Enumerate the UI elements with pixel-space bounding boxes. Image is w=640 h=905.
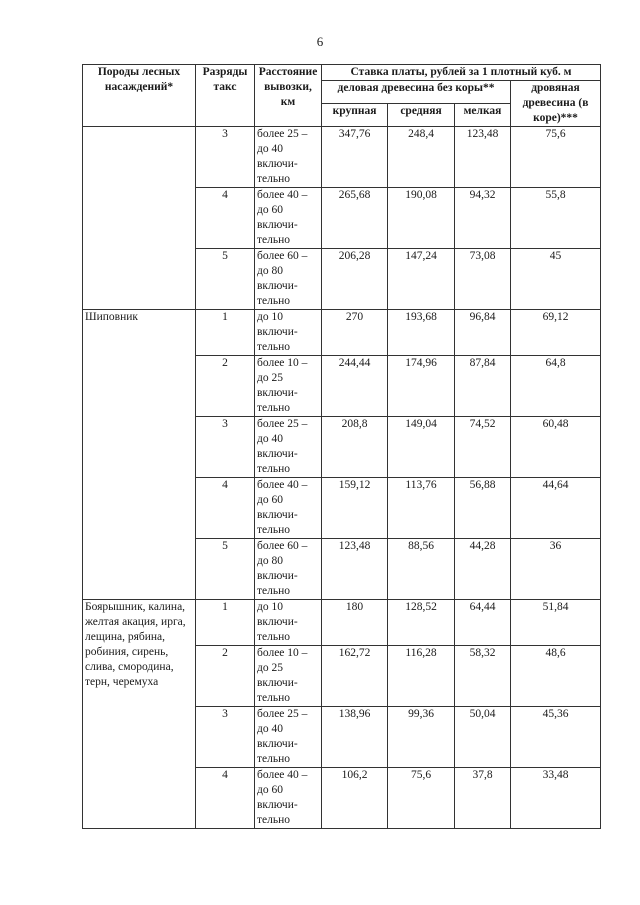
class-cell: 3 bbox=[196, 707, 255, 768]
class-cell: 5 bbox=[196, 249, 255, 310]
class-cell: 4 bbox=[196, 478, 255, 539]
fuel-cell: 55,8 bbox=[511, 188, 601, 249]
distance-cell: более 25 – до 40 включи- тельно bbox=[255, 707, 322, 768]
medium-cell: 88,56 bbox=[388, 539, 455, 600]
fuel-cell: 33,48 bbox=[511, 768, 601, 829]
fuel-cell: 51,84 bbox=[511, 600, 601, 646]
fuel-cell: 75,6 bbox=[511, 127, 601, 188]
medium-cell: 174,96 bbox=[388, 356, 455, 417]
header-species: Породы лесных насаждений* bbox=[83, 65, 196, 127]
table-row bbox=[83, 127, 601, 188]
distance-cell: более 40 – до 60 включи- тельно bbox=[255, 768, 322, 829]
distance-cell: более 25 – до 40 включи- тельно bbox=[255, 417, 322, 478]
distance-cell: до 10 включи- тельно bbox=[255, 600, 322, 646]
fuel-cell: 48,6 bbox=[511, 646, 601, 707]
medium-cell: 113,76 bbox=[388, 478, 455, 539]
large-cell: 162,72 bbox=[322, 646, 388, 707]
small-cell: 44,28 bbox=[455, 539, 511, 600]
class-cell: 2 bbox=[196, 356, 255, 417]
distance-cell: более 10 – до 25 включи- тельно bbox=[255, 646, 322, 707]
distance-cell: более 60 – до 80 включи- тельно bbox=[255, 249, 322, 310]
header-class: Разряды такс bbox=[196, 65, 255, 127]
large-cell: 208,8 bbox=[322, 417, 388, 478]
large-cell: 106,2 bbox=[322, 768, 388, 829]
small-cell: 73,08 bbox=[455, 249, 511, 310]
distance-cell: более 10 – до 25 включи- тельно bbox=[255, 356, 322, 417]
large-cell: 180 bbox=[322, 600, 388, 646]
small-cell: 94,32 bbox=[455, 188, 511, 249]
large-cell: 347,76 bbox=[322, 127, 388, 188]
small-cell: 56,88 bbox=[455, 478, 511, 539]
species-cell bbox=[83, 127, 196, 310]
class-cell: 1 bbox=[196, 310, 255, 356]
species-cell: Боярышник, калина, желтая акация, ирга, лещина, рябина, робиния, сирень, слива, смородина, терн, черемуха bbox=[83, 600, 196, 829]
large-cell: 159,12 bbox=[322, 478, 388, 539]
distance-cell: более 40 – до 60 включи- тельно bbox=[255, 478, 322, 539]
class-cell: 4 bbox=[196, 188, 255, 249]
fuel-cell: 36 bbox=[511, 539, 601, 600]
header-fuel: дровяная древесина (в коре)*** bbox=[511, 81, 601, 127]
fuel-cell: 44,64 bbox=[511, 478, 601, 539]
small-cell: 64,44 bbox=[455, 600, 511, 646]
distance-cell: более 25 – до 40 включи- тельно bbox=[255, 127, 322, 188]
header-medium: средняя bbox=[388, 104, 455, 127]
rate-table bbox=[82, 64, 601, 829]
class-cell: 4 bbox=[196, 768, 255, 829]
class-cell: 3 bbox=[196, 127, 255, 188]
small-cell: 74,52 bbox=[455, 417, 511, 478]
medium-cell: 248,4 bbox=[388, 127, 455, 188]
header-large: крупная bbox=[322, 104, 388, 127]
medium-cell: 99,36 bbox=[388, 707, 455, 768]
large-cell: 138,96 bbox=[322, 707, 388, 768]
page-number: 6 bbox=[316, 34, 324, 49]
distance-cell: более 40 – до 60 включи- тельно bbox=[255, 188, 322, 249]
small-cell: 96,84 bbox=[455, 310, 511, 356]
header-small: мелкая bbox=[455, 104, 511, 127]
fuel-cell: 45,36 bbox=[511, 707, 601, 768]
table-row bbox=[83, 310, 601, 356]
distance-cell: более 60 – до 80 включи- тельно bbox=[255, 539, 322, 600]
medium-cell: 190,08 bbox=[388, 188, 455, 249]
fuel-cell: 60,48 bbox=[511, 417, 601, 478]
class-cell: 1 bbox=[196, 600, 255, 646]
medium-cell: 147,24 bbox=[388, 249, 455, 310]
header-distance: Расстояние вывозки, км bbox=[255, 65, 322, 127]
large-cell: 265,68 bbox=[322, 188, 388, 249]
medium-cell: 193,68 bbox=[388, 310, 455, 356]
large-cell: 206,28 bbox=[322, 249, 388, 310]
class-cell: 2 bbox=[196, 646, 255, 707]
small-cell: 50,04 bbox=[455, 707, 511, 768]
distance-cell: до 10 включи- тельно bbox=[255, 310, 322, 356]
small-cell: 37,8 bbox=[455, 768, 511, 829]
class-cell: 5 bbox=[196, 539, 255, 600]
header-commercial: деловая древесина без коры** bbox=[322, 81, 511, 104]
table-row bbox=[83, 600, 601, 646]
large-cell: 270 bbox=[322, 310, 388, 356]
small-cell: 58,32 bbox=[455, 646, 511, 707]
fuel-cell: 64,8 bbox=[511, 356, 601, 417]
fuel-cell: 45 bbox=[511, 249, 601, 310]
medium-cell: 149,04 bbox=[388, 417, 455, 478]
small-cell: 87,84 bbox=[455, 356, 511, 417]
medium-cell: 75,6 bbox=[388, 768, 455, 829]
header-rate: Ставка платы, рублей за 1 плотный куб. м bbox=[322, 65, 601, 81]
large-cell: 123,48 bbox=[322, 539, 388, 600]
large-cell: 244,44 bbox=[322, 356, 388, 417]
small-cell: 123,48 bbox=[455, 127, 511, 188]
fuel-cell: 69,12 bbox=[511, 310, 601, 356]
medium-cell: 116,28 bbox=[388, 646, 455, 707]
medium-cell: 128,52 bbox=[388, 600, 455, 646]
species-cell: Шиповник bbox=[83, 310, 196, 600]
class-cell: 3 bbox=[196, 417, 255, 478]
table-body bbox=[83, 127, 601, 829]
